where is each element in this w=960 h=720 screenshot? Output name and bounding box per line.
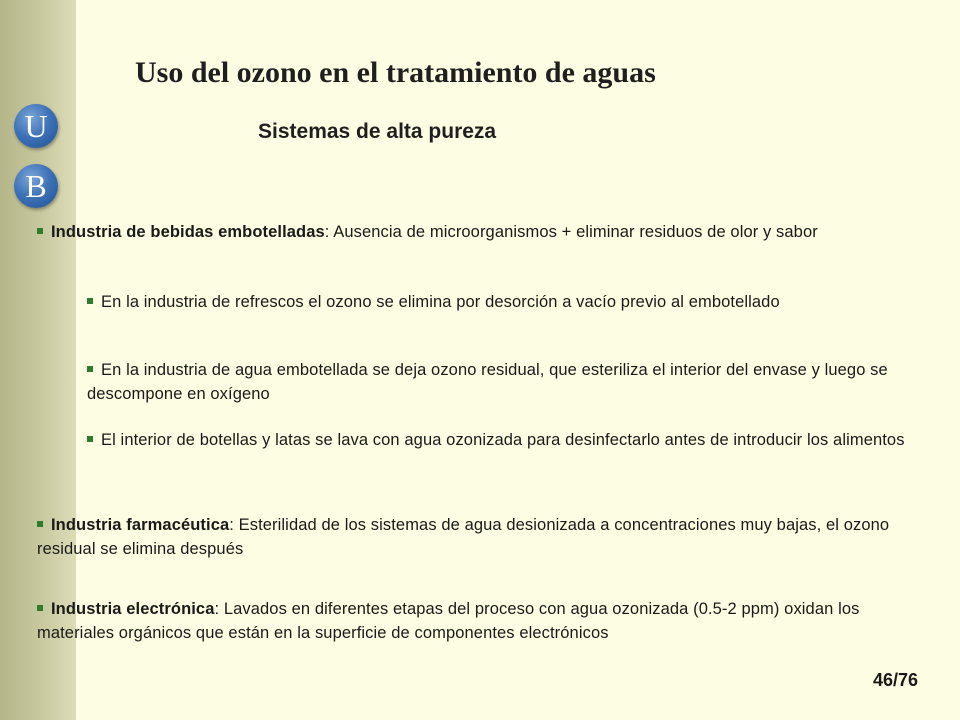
bullet-square-icon	[87, 298, 93, 304]
item-heading: Industria electrónica	[51, 600, 215, 618]
item-text: : Ausencia de microorganismos + eliminar residuos de olor y sabor	[324, 223, 818, 241]
item-text: El interior de botellas y latas se lava con agua ozonizada para desinfectarlo antes de introducir los alimentos	[101, 431, 905, 449]
slide-title: Uso del ozono en el tratamiento de aguas	[135, 56, 656, 89]
item-text: En la industria de refrescos el ozono se elimina por desorción a vacío previo al embotellado	[101, 293, 780, 311]
bullet-square-icon	[37, 228, 43, 234]
item-text: : Lavados en diferentes etapas del proceso con agua ozonizada (0.5-2 ppm) oxidan los materiales orgánicos que están en la superficie de componentes electrónicos	[37, 600, 860, 642]
item-text: En la industria de agua embotellada se deja ozono residual, que esteriliza el interior del envase y luego se descompone en oxígeno	[87, 361, 888, 403]
university-logo-b: B	[14, 164, 58, 208]
item-heading: Industria farmacéutica	[51, 516, 230, 534]
subbullet-bottled-water	[87, 358, 932, 406]
subbullet-bottles-cans	[87, 428, 927, 452]
university-logo-u: U	[14, 104, 58, 148]
item-text: : Esterilidad de los sistemas de agua desionizada a concentraciones muy bajas, el ozono residual se elimina después	[37, 516, 890, 558]
page-number: 46/76	[873, 670, 919, 690]
bullet-square-icon	[37, 521, 43, 527]
subbullet-soft-drinks	[87, 290, 927, 314]
bullet-square-icon	[87, 366, 93, 372]
item-heading: Industria de bebidas embotelladas	[51, 223, 325, 241]
bullet-square-icon	[37, 605, 43, 611]
bullet-bottled-beverages	[37, 220, 927, 244]
slide-subtitle: Sistemas de alta pureza	[258, 120, 497, 143]
bullet-electronics	[37, 597, 937, 645]
bullet-pharmaceutical	[37, 513, 937, 561]
bullet-square-icon	[87, 436, 93, 442]
